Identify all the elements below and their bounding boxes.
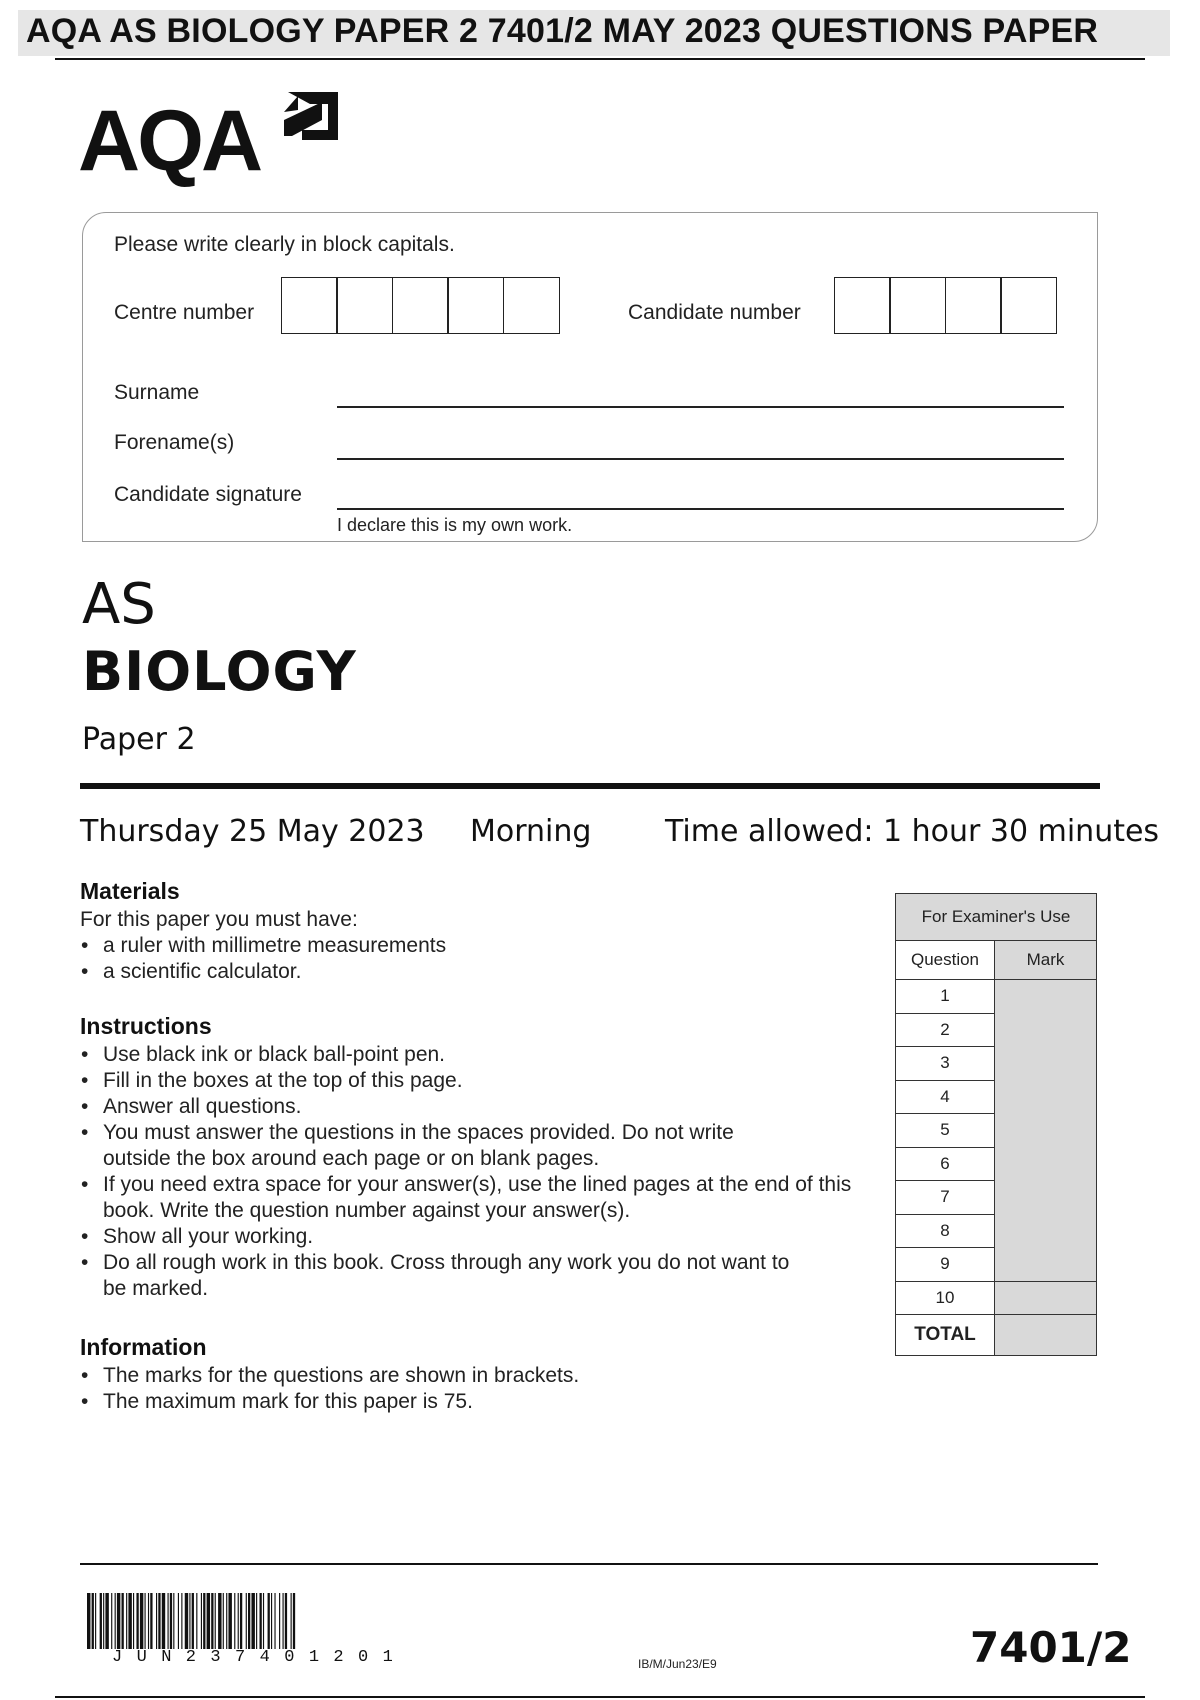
instruction-item: • Use black ink or black ball-point pen. <box>80 1042 870 1068</box>
question-number: 4 <box>896 1080 995 1114</box>
materials-item: • a ruler with millimetre measurements <box>80 933 880 959</box>
information-section <box>80 1334 880 1415</box>
centre-digit-box[interactable] <box>392 277 449 334</box>
materials-section <box>80 878 880 985</box>
footer-rule <box>80 1563 1098 1565</box>
top-rule <box>55 58 1145 60</box>
materials-item: • a scientific calculator. <box>80 959 880 985</box>
instructions-section <box>80 1013 870 1302</box>
declaration-text: I declare this is my own work. <box>337 515 573 535</box>
exam-session: Morning <box>470 814 592 849</box>
barcode-icon <box>87 1593 469 1649</box>
question-number: 7 <box>896 1181 995 1215</box>
total-mark-cell <box>995 1315 1097 1356</box>
reference-code: IB/M/Jun23/E9 <box>638 1657 717 1671</box>
signature-label: Candidate signature <box>114 483 302 506</box>
candidate-number-label: Candidate number <box>628 301 801 324</box>
surname-label: Surname <box>114 381 200 404</box>
question-number: 10 <box>896 1281 995 1315</box>
mark-column-header: Mark <box>995 941 1097 980</box>
centre-digit-box[interactable] <box>281 277 338 334</box>
instruction-item: • Fill in the boxes at the top of this page. <box>80 1068 870 1094</box>
paper-title: Paper 2 <box>82 722 196 757</box>
aqa-logo: AQA <box>78 93 261 189</box>
mark-cell <box>995 980 1097 1282</box>
exam-time-allowed: Time allowed: 1 hour 30 minutes <box>665 814 1160 849</box>
surname-line[interactable] <box>337 406 1064 408</box>
information-item: • The maximum mark for this paper is 75. <box>80 1389 880 1415</box>
question-number: 9 <box>896 1248 995 1282</box>
instruction-item: • You must answer the questions in the spaces provided. Do not write outside the box around each page or on blank pages. <box>80 1120 783 1172</box>
centre-digit-box[interactable] <box>336 277 393 334</box>
information-item: • The marks for the questions are shown in brackets. <box>80 1363 880 1389</box>
centre-digit-box[interactable] <box>503 277 560 334</box>
materials-heading: Materials <box>80 878 180 904</box>
candidate-digit-box[interactable] <box>1000 277 1057 334</box>
instruction-item: • Do all rough work in this book. Cross through any work you do not want to be marked. <box>80 1250 813 1302</box>
candidate-digit-box[interactable] <box>945 277 1002 334</box>
question-number: 8 <box>896 1214 995 1248</box>
subject-title: BIOLOGY <box>82 640 357 703</box>
question-number: 6 <box>896 1147 995 1181</box>
information-heading: Information <box>80 1334 207 1360</box>
total-label: TOTAL <box>896 1315 995 1356</box>
instructions-heading: Instructions <box>80 1013 212 1039</box>
bottom-rule <box>55 1696 1145 1698</box>
examiners-use-heading: For Examiner's Use <box>896 894 1097 941</box>
forename-line[interactable] <box>337 458 1064 460</box>
instruction-item: • If you need extra space for your answer(s), use the lined pages at the end of this book. Write the question number against your answer(s). <box>80 1172 870 1224</box>
centre-digit-box[interactable] <box>447 277 504 334</box>
qualification-level: AS <box>82 572 156 637</box>
mark-cell <box>995 1281 1097 1315</box>
paper-code: 7401/2 <box>970 1623 1132 1672</box>
exam-date: Thursday 25 May 2023 <box>80 814 425 849</box>
block-capitals-instruction: Please write clearly in block capitals. <box>114 233 455 256</box>
signature-line[interactable] <box>337 508 1064 510</box>
barcode-number: JUN237401201 <box>112 1648 408 1667</box>
aqa-logo-mark-icon <box>282 90 340 150</box>
centre-number-boxes[interactable] <box>281 277 558 334</box>
question-number: 2 <box>896 1013 995 1047</box>
instruction-item: • Show all your working. <box>80 1224 870 1250</box>
title-rule <box>80 783 1100 789</box>
candidate-digit-box[interactable] <box>889 277 946 334</box>
question-number: 1 <box>896 980 995 1014</box>
instruction-item: • Answer all questions. <box>80 1094 870 1120</box>
centre-number-label: Centre number <box>114 301 255 324</box>
question-number: 3 <box>896 1047 995 1081</box>
question-column-header: Question <box>896 941 995 980</box>
forename-label: Forename(s) <box>114 431 235 454</box>
candidate-number-boxes[interactable] <box>834 277 1056 334</box>
materials-intro: For this paper you must have: <box>80 908 358 931</box>
header-title: AQA AS BIOLOGY PAPER 2 7401/2 MAY 2023 QUESTIONS PAPER <box>26 12 1099 50</box>
question-number: 5 <box>896 1114 995 1148</box>
examiners-use-table <box>895 893 1097 1356</box>
candidate-digit-box[interactable] <box>834 277 891 334</box>
